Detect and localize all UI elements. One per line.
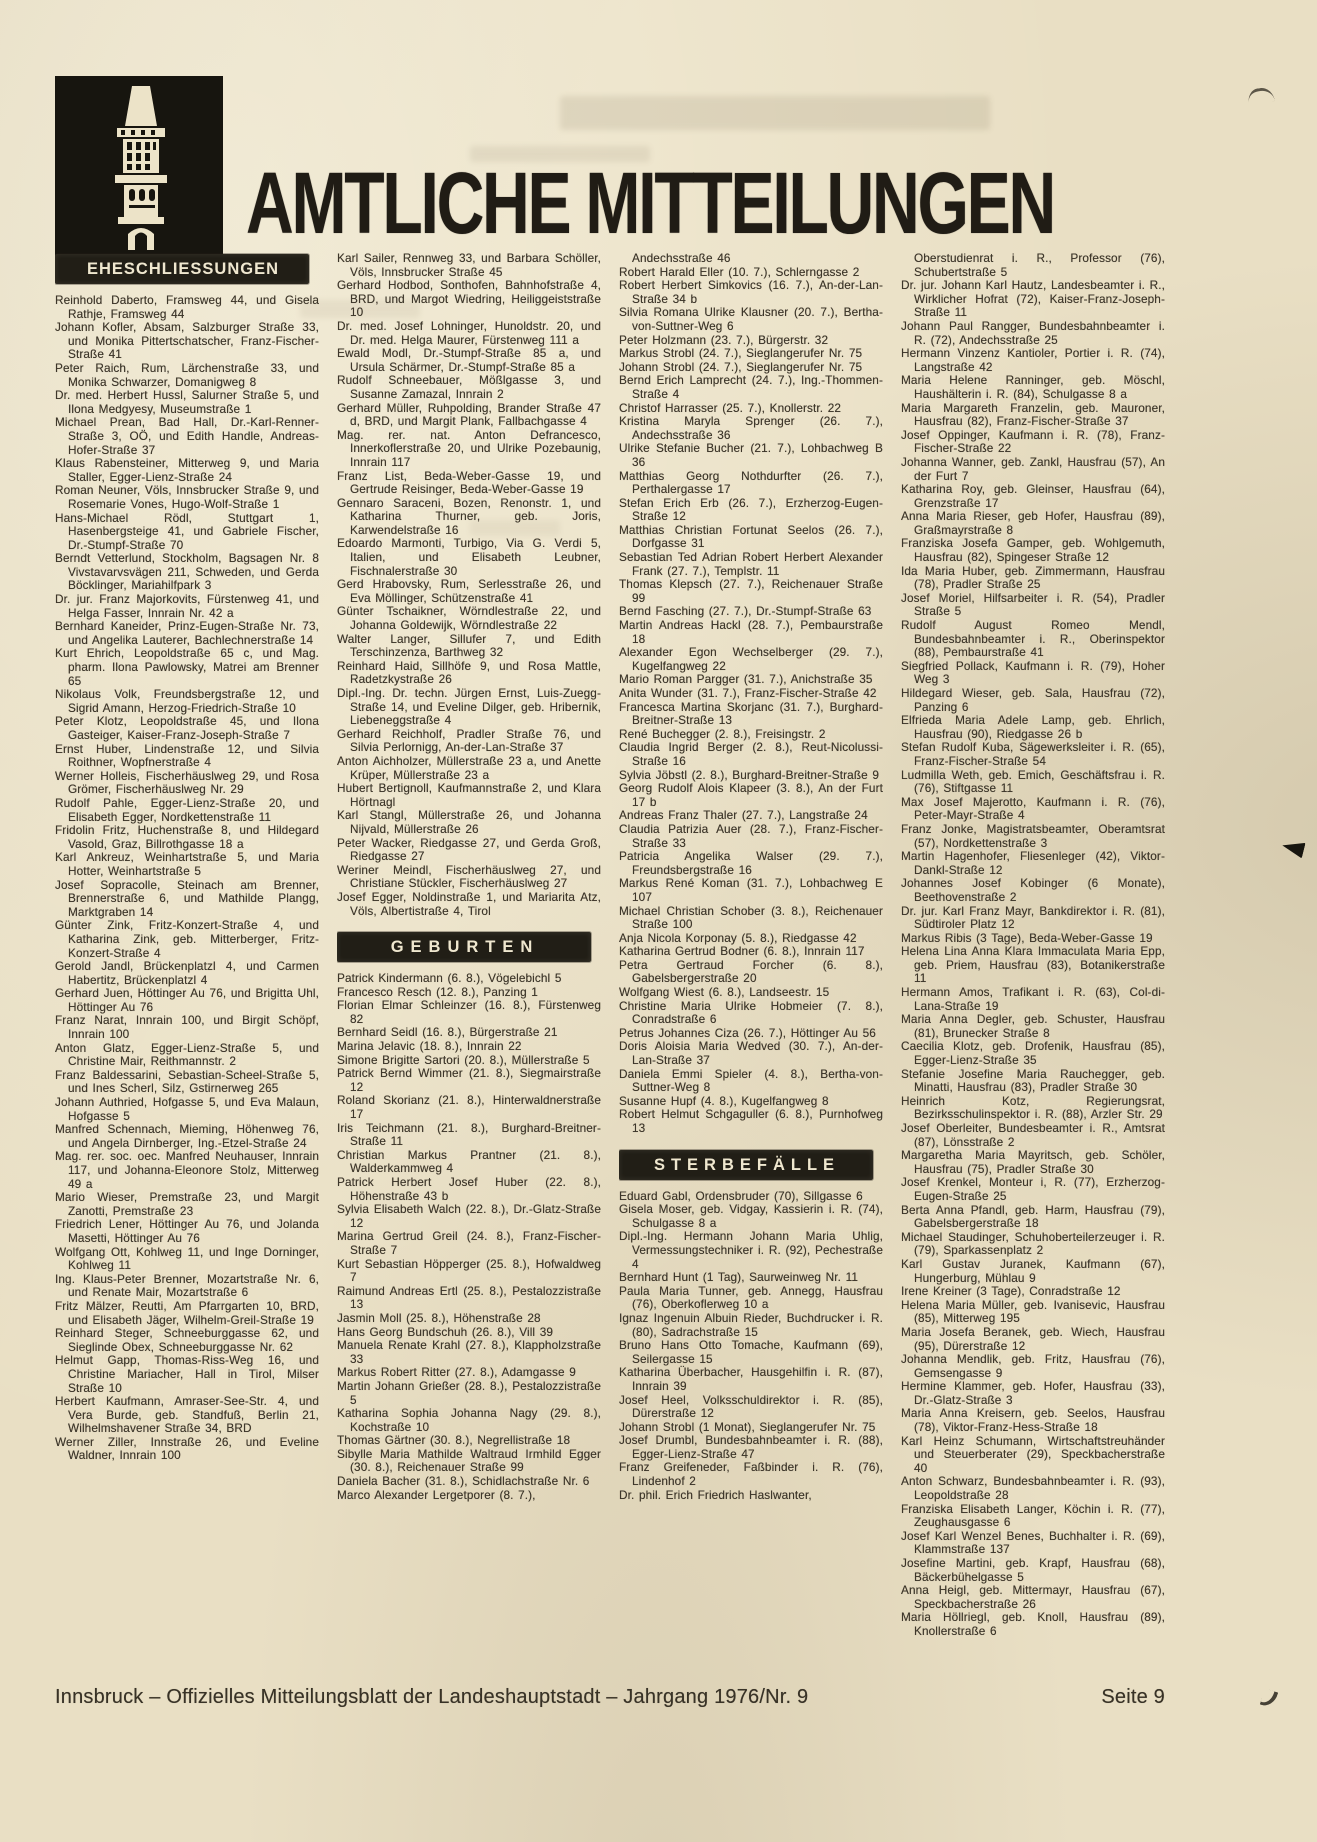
entry: Mag. rer. soc. oec. Manfred Neuhauser, Innrain 117, und Johanna-Eleonore Stolz, Mitterweg 49 a xyxy=(55,1149,319,1191)
entry: Günter Tschaikner, Wörndlestraße 22, und Johanna Goldewijk, Wörndlestraße 22 xyxy=(337,604,601,633)
entry: Roman Neuner, Völs, Innsbrucker Straße 9, und Rosemarie Vones, Hugo-Wolf-Straße 1 xyxy=(55,483,319,511)
entry: Maria Höllriegl, geb. Knoll, Hausfrau (89), Knollerstraße 6 xyxy=(901,1610,1165,1638)
entry: Josef Moriel, Hilfsarbeiter i. R. (54), Pradler Straße 5 xyxy=(901,590,1165,619)
entry: Franz Greifeneder, Faßbinder i. R. (76), Lindenhof 2 xyxy=(619,1460,883,1489)
entry: Matthias Christian Fortunat Seelos (26. 7.), Dorfgasse 31 xyxy=(619,522,883,551)
entry: Ernst Huber, Lindenstraße 12, und Silvia Roithner, Wopfnerstraße 4 xyxy=(55,741,319,770)
entry: Peter Klotz, Leopoldstraße 45, und Ilona Gasteiger, Kaiser-Franz-Joseph-Straße 7 xyxy=(55,714,319,742)
entry: Dr. med. Josef Lohninger, Hunoldstr. 20, und Dr. med. Helga Maurer, Fürstenweg 111 a xyxy=(337,318,601,347)
entry: Florian Elmar Schleinzer (16. 8.), Fürstenweg 82 xyxy=(337,998,601,1026)
scan-mark-bottom-right xyxy=(1260,1688,1279,1708)
entry: Anton Aichholzer, Müllerstraße 23 a, und Anette Krüper, Müllerstraße 23 a xyxy=(337,753,601,782)
entry: Patrick Bernd Wimmer (21. 8.), Siegmairstraße 12 xyxy=(337,1066,601,1094)
entry: Kurt Ehrich, Leopoldstraße 65 c, und Mag. pharm. Ilona Pawlowsky, Matrei am Brenner 65 xyxy=(55,646,319,688)
entry: Josef Oberleiter, Bundesbeamter i. R., Amtsrat (87), Lönsstraße 2 xyxy=(901,1121,1165,1149)
entry: Hans-Michael Rödl, Stuttgart 1, Hasenbergsteige 41, und Gabriele Fischer, Dr.-Stumpf-Straße 70 xyxy=(55,510,319,552)
entry: Margaretha Maria Mayritsch, geb. Schöler, Hausfrau (75), Pradler Straße 30 xyxy=(901,1148,1165,1176)
entry: Anita Wunder (31. 7.), Franz-Fischer-Straße 42 xyxy=(619,686,877,700)
entry: Francesca Martina Skorjanc (31. 7.), Burghard-Breitner-Straße 13 xyxy=(619,699,883,728)
entry: Andechsstraße 46 xyxy=(632,252,731,265)
entry: Matthias Georg Nothdurfter (26. 7.), Perthalergasse 17 xyxy=(619,468,883,497)
entry: Katharina Roy, geb. Gleinser, Hausfrau (64), Grenzstraße 17 xyxy=(901,482,1165,510)
entry: Elfrieda Maria Adele Lamp, geb. Ehrlich, Hausfrau (90), Riedgasse 26 b xyxy=(901,713,1165,741)
entry: Gisela Moser, geb. Vidgay, Kassierin i. R. (74), Schulgasse 8 a xyxy=(619,1202,883,1230)
entry: Franz List, Beda-Weber-Gasse 19, und Gertrude Reisinger, Beda-Weber-Gasse 19 xyxy=(337,468,601,497)
entry: Doris Aloisia Maria Wedved (30. 7.), An-der-Lan-Straße 37 xyxy=(619,1039,883,1068)
entry: Caecilia Klotz, geb. Drofenik, Hausfrau (85), Egger-Lienz-Straße 35 xyxy=(901,1039,1165,1068)
entry: Ignaz Ingenuin Albuin Rieder, Buchdrucker i. R. (80), Sadrachstraße 15 xyxy=(619,1310,883,1339)
entry: Wolfgang Ott, Kohlweg 11, und Inge Dorninger, Kohlweg 11 xyxy=(55,1244,319,1273)
entry: Josefine Martini, geb. Krapf, Hausfrau (68), Bäckerbühelgasse 5 xyxy=(901,1556,1165,1584)
entry: Martin Andreas Hackl (28. 7.), Pembaurstraße 18 xyxy=(619,618,883,646)
entry: Josef Heel, Volksschuldirektor i. R. (85), Dürerstraße 12 xyxy=(619,1392,883,1421)
column-3 xyxy=(619,252,883,1690)
entry: Gerhard Juen, Höttinger Au 76, und Brigitta Uhl, Höttinger Au 76 xyxy=(55,986,319,1014)
entry: Christian Markus Prantner (21. 8.), Walderkammweg 4 xyxy=(337,1147,601,1176)
scan-mark-top-right xyxy=(1247,86,1275,104)
entry: Stefan Rudolf Kuba, Sägewerksleiter i. R. (65), Franz-Fischer-Straße 54 xyxy=(901,740,1165,768)
entry: Dr. med. Herbert Hussl, Salurner Straße 5, und Ilona Medgyesy, Museumstraße 1 xyxy=(55,388,319,416)
entry: Dipl.-Ing. Hermann Johann Maria Uhlig, Vermessungstechniker i. R. (92), Pechestraße 4 xyxy=(619,1229,883,1271)
entry: Robert Harald Eller (10. 7.), Schlerngasse 2 xyxy=(619,264,860,279)
section-heading-label: EHESCHLIESSUNGEN xyxy=(86,260,280,278)
entry: Marina Jelavic (18. 8.), Innrain 22 xyxy=(337,1039,522,1054)
entry: Hermann Amos, Trafikant i. R. (63), Col-di-Lana-Straße 19 xyxy=(901,985,1165,1013)
entry: Heinrich Kotz, Regierungsrat, Bezirksschulinspektor i. R. (88), Arzler Str. 29 xyxy=(901,1093,1165,1122)
entry: Karl Ankreuz, Weinhartstraße 5, und Maria Hotter, Weinhartstraße 5 xyxy=(55,850,319,878)
entry: Martin Hagenhofer, Fliesenleger (42), Viktor-Dankl-Straße 12 xyxy=(901,849,1165,877)
entry: Johanna Mendlik, geb. Fritz, Hausfrau (76), Gemsengasse 9 xyxy=(901,1352,1165,1380)
entry: Helmut Gapp, Thomas-Riss-Weg 16, und Christine Mariacher, Hall in Tirol, Milser Straße 10 xyxy=(55,1353,319,1395)
entry: Josef Egger, Noldinstraße 1, und Mariarita Atz, Völs, Albertistraße 4, Tirol xyxy=(337,889,601,918)
entry: Michael Prean, Bad Hall, Dr.-Karl-Renner-Straße 3, OÖ, und Edith Handle, Andreas-Hofer-Straße 37 xyxy=(55,415,319,457)
entry: Wolfgang Wiest (6. 8.), Landseestr. 15 xyxy=(619,985,830,1000)
entry: Petra Gertraud Forcher (6. 8.), Gabelsbergerstraße 20 xyxy=(619,957,883,986)
section-heading-sterbef-lle xyxy=(619,1150,873,1180)
entry: Francesco Resch (12. 8.), Panzing 1 xyxy=(337,984,538,999)
entry: Thomas Gärtner (30. 8.), Negrellistraße 18 xyxy=(337,1433,571,1448)
column-1 xyxy=(55,252,319,1690)
section-heading-geburten xyxy=(337,932,591,962)
entry: Michael Christian Schober (3. 8.), Reichenauer Straße 100 xyxy=(619,903,883,932)
entry: Johann Strobl (1 Monat), Sieglangerufer Nr. 75 xyxy=(619,1419,876,1434)
column-2 xyxy=(337,252,601,1690)
entry: Dr. phil. Erich Friedrich Haslwanter, xyxy=(619,1487,812,1502)
section-heading-eheschliessungen xyxy=(55,254,309,284)
entry: Werner Holleis, Fischerhäuslweg 29, und Rosa Grömer, Fischerhäuslweg Nr. 29 xyxy=(55,768,319,797)
entry: Bernhard Seidl (16. 8.), Bürgerstraße 21 xyxy=(337,1025,558,1040)
entry: Marina Gertrud Greil (24. 8.), Franz-Fischer-Straße 7 xyxy=(337,1229,601,1257)
entry: Ulrike Stefanie Bucher (21. 7.), Lohbachweg B 36 xyxy=(619,441,883,469)
entry: Rudolf Schneebauer, Mößlgasse 3, und Susanne Zamazal, Innrain 2 xyxy=(337,373,601,401)
entry: Robert Herbert Simkovics (16. 7.), An-der-Lan-Straße 34 b xyxy=(619,278,883,306)
entry: Josef Oppinger, Kaufmann i. R. (78), Franz-Fischer-Straße 22 xyxy=(901,427,1165,456)
entry: Markus Robert Ritter (27. 8.), Adamgasse 9 xyxy=(337,1365,576,1380)
entry: René Buchegger (2. 8.), Freisingstr. 2 xyxy=(619,726,826,741)
entry: Josef Karl Wenzel Benes, Buchhalter i. R. (69), Klammstraße 137 xyxy=(901,1528,1165,1557)
entry: Eduard Gabl, Ordensbruder (70), Sillgasse 6 xyxy=(619,1188,863,1203)
entry: Kristina Maryla Sprenger (26. 7.), Andechsstraße 36 xyxy=(619,414,883,442)
entry: Rudolf August Romeo Mendl, Bundesbahnbeamter i. R., Oberinspektor (88), Pembaurstraße 41 xyxy=(901,618,1165,660)
entry: Werner Ziller, Innstraße 26, und Eveline Waldner, Innrain 100 xyxy=(55,1434,319,1463)
entry: Franz Jonke, Magistratsbeamter, Oberamtsrat (57), Nordkettenstraße 3 xyxy=(901,821,1165,850)
entry: Markus Ribis (3 Tage), Beda-Weber-Gasse 19 xyxy=(901,930,1153,945)
entry: Franziska Elisabeth Langer, Köchin i. R. (77), Zeughausgasse 6 xyxy=(901,1501,1165,1530)
entry: Mario Wieser, Premstraße 23, und Margit Zanotti, Premstraße 23 xyxy=(55,1190,319,1218)
entry: Josef Drumbl, Bundesbahnbeamter i. R. (88), Egger-Lienz-Straße 47 xyxy=(619,1433,883,1461)
entry: Herbert Kaufmann, Amraser-See-Str. 4, und Vera Burde, geb. Standfuß, Berlin 21, Wilhelmshavener Straße 34, BRD xyxy=(55,1394,319,1436)
entry: Susanne Hupf (4. 8.), Kugelfangweg 8 xyxy=(619,1093,829,1108)
entry: Peter Wacker, Riedgasse 27, und Gerda Groß, Riedgasse 27 xyxy=(337,835,601,864)
entry: Karl Gustav Juranek, Kaufmann (67), Hungerburg, Mühlau 9 xyxy=(901,1256,1165,1285)
entry: Kurt Sebastian Höpperger (25. 8.), Hofwaldweg 7 xyxy=(337,1256,601,1285)
entry: Stefan Erich Erb (26. 7.), Erzherzog-Eugen-Straße 12 xyxy=(619,495,883,524)
entry: Claudia Patrizia Auer (28. 7.), Franz-Fischer-Straße 33 xyxy=(619,821,883,850)
entry: Patricia Angelika Walser (29. 7.), Freundsbergstraße 16 xyxy=(619,849,883,877)
entry: Dr. jur. Karl Franz Mayr, Bankdirektor i. R. (81), Südtiroler Platz 12 xyxy=(901,903,1165,932)
entry: Fritz Mälzer, Reutti, Am Pfarrgarten 10, BRD, und Elisabeth Jäger, Wilhelm-Greil-Straße 19 xyxy=(55,1298,319,1327)
entry: Sebastian Ted Adrian Robert Herbert Alexander Frank (27. 7.), Templstr. 11 xyxy=(619,550,883,578)
entry: Mag. rer. nat. Anton Defrancesco, Innerkoflerstraße 20, und Ulrike Pozebaunig, Innrain 117 xyxy=(337,427,601,469)
entry: Robert Helmut Schgaguller (6. 8.), Purnhofweg 13 xyxy=(619,1107,883,1135)
entry: Silvia Romana Ulrike Klausner (20. 7.), Bertha-von-Suttner-Weg 6 xyxy=(619,305,883,333)
entry: Irene Kreiner (3 Tage), Conradstraße 12 xyxy=(901,1284,1121,1299)
entry: Max Josef Majerotto, Kaufmann i. R. (76), Peter-Mayr-Straße 4 xyxy=(901,794,1165,823)
footer-page-number: Seite 9 xyxy=(1101,1686,1165,1708)
entry: Maria Anna Degler, geb. Schuster, Hausfrau (81), Brunecker Straße 8 xyxy=(901,1012,1165,1040)
entry: Raimund Andreas Ertl (25. 8.), Pestalozzistraße 13 xyxy=(337,1283,601,1312)
entry: Dr. jur. Franz Majorkovits, Fürstenweg 41, und Helga Fasser, Innrain Nr. 42 a xyxy=(55,592,319,620)
entry: Nikolaus Volk, Freundsbergstraße 12, und Sigrid Amann, Herzog-Friedrich-Straße 10 xyxy=(55,687,319,715)
entry: Siegfried Pollack, Kaufmann i. R. (79), Hoher Weg 3 xyxy=(901,658,1165,687)
entry: Hubert Bertignoll, Kaufmannstraße 2, und Klara Hörtnagl xyxy=(337,781,601,809)
entry: Manuela Renate Krahl (27. 8.), Klappholzstraße 33 xyxy=(337,1338,601,1366)
entry: Iris Teichmann (21. 8.), Burghard-Breitner-Straße 11 xyxy=(337,1120,601,1149)
entry: Katharina Sophia Johanna Nagy (29. 8.), Kochstraße 10 xyxy=(337,1406,601,1434)
entry: Günter Zink, Fritz-Konzert-Straße 4, und Katharina Zink, geb. Mitterberger, Fritz-Konzert-Straße 4 xyxy=(55,918,319,960)
entry: Anna Heigl, geb. Mittermayr, Hausfrau (67), Speckbacherstraße 26 xyxy=(901,1583,1165,1611)
entry: Hans Georg Bundschuh (26. 8.), Vill 39 xyxy=(337,1324,554,1339)
entry: Alexander Egon Wechselberger (29. 7.), Kugelfangweg 22 xyxy=(619,645,883,673)
entry: Daniela Bacher (31. 8.), Schidlachstraße Nr. 6 xyxy=(337,1474,590,1489)
entry: Fridolin Fritz, Huchenstraße 8, und Hildegard Vasold, Graz, Billrothgasse 18 a xyxy=(55,823,319,851)
entry: Stefanie Josefine Maria Rauchegger, geb. Minatti, Hausfrau (83), Pradler Straße 30 xyxy=(901,1066,1165,1095)
entry: Daniela Emmi Spieler (4. 8.), Bertha-von-Suttner-Weg 8 xyxy=(619,1066,883,1095)
entry: Martin Johann Grießer (28. 8.), Pestalozzistraße 5 xyxy=(337,1378,601,1407)
entry: Thomas Klepsch (27. 7.), Reichenauer Straße 99 xyxy=(619,577,883,605)
innsbruck-city-tower-logo xyxy=(55,76,223,256)
page-title: AMTLICHE MITTEILUNGEN xyxy=(246,155,1054,253)
entry: Bernhard Hunt (1 Tag), Saurweinweg Nr. 11 xyxy=(619,1270,859,1285)
entry: Ing. Klaus-Peter Brenner, Mozartstraße Nr. 6, und Renate Mair, Mozartstraße 6 xyxy=(55,1271,319,1300)
entry: Anna Maria Rieser, geb Hofer, Hausfrau (89), Graßmayrstraße 8 xyxy=(901,509,1165,537)
entry: Claudia Ingrid Berger (2. 8.), Reut-Nicolussi-Straße 16 xyxy=(619,740,883,768)
entry: Andreas Franz Thaler (27. 7.), Langstraße 24 xyxy=(619,808,868,823)
entry: Ewald Modl, Dr.-Stumpf-Straße 85 a, und Ursula Schärmer, Dr.-Stumpf-Straße 85 a xyxy=(337,346,601,374)
entry: Anton Schwarz, Bundesbahnbeamter i. R. (93), Leopoldstraße 28 xyxy=(901,1474,1165,1503)
entry: Hermann Vinzenz Kantioler, Portier i. R. (74), Langstraße 42 xyxy=(901,346,1165,374)
entry: Weriner Meindl, Fischerhäuslweg 27, und Christiane Stückler, Fischerhäuslweg 27 xyxy=(337,862,601,891)
entry: Mario Roman Pargger (31. 7.), Anichstraße 35 xyxy=(619,672,873,687)
entry: Johanna Wanner, geb. Zankl, Hausfrau (57), An der Furt 7 xyxy=(901,454,1165,483)
entry: Patrick Herbert Josef Huber (22. 8.), Höhenstraße 43 b xyxy=(337,1175,601,1203)
entry: Patrick Kindermann (6. 8.), Vögelebichl 5 xyxy=(337,971,562,986)
entry: Oberstudienrat i. R., Professor (76), Schubertstraße 5 xyxy=(914,252,1165,279)
entry: Christine Maria Ulrike Hobmeier (7. 8.), Conradstraße 6 xyxy=(619,998,883,1027)
entry: Paula Maria Tunner, geb. Annegg, Hausfrau (76), Oberkoflerweg 10 a xyxy=(619,1283,883,1312)
columns xyxy=(55,252,1165,1690)
entry: Gennaro Saraceni, Bozen, Renonstr. 1, und Katharina Thurner, geb. Joris, Karwendelstraße 16 xyxy=(337,495,601,537)
entry: Georg Rudolf Alois Klapeer (3. 8.), An der Furt 17 b xyxy=(619,781,883,809)
print-showthrough xyxy=(560,96,990,130)
entry: Rudolf Pahle, Egger-Lienz-Straße 20, und Elisabeth Egger, Nordkettenstraße 11 xyxy=(55,795,319,824)
entry: Bernhard Kaneider, Prinz-Eugen-Straße Nr. 73, und Angelika Lauterer, Bachlechnerstraße 14 xyxy=(55,619,319,647)
entry: Dipl.-Ing. Dr. techn. Jürgen Ernst, Luis-Zuegg-Straße 14, und Eveline Dilger, geb. Hribernik, Liebeneggstraße 4 xyxy=(337,686,601,728)
entry: Karl Sailer, Rennweg 33, und Barbara Schöller, Völs, Innsbrucker Straße 45 xyxy=(337,252,601,279)
entry: Anton Glatz, Egger-Lienz-Straße 5, und Christine Mair, Reithmannstr. 2 xyxy=(55,1040,319,1069)
entry: Anja Nicola Korponay (5. 8.), Riedgasse 42 xyxy=(619,930,857,945)
entry: Reinhard Steger, Schneeburggasse 62, und Sieglinde Obex, Schneeburggasse Nr. 62 xyxy=(55,1326,319,1354)
entry: Hermine Klammer, geb. Hofer, Hausfrau (33), Dr.-Glatz-Straße 3 xyxy=(901,1379,1165,1407)
entry: Roland Skorianz (21. 8.), Hinterwaldnerstraße 17 xyxy=(337,1093,601,1122)
section-heading-label: STERBEFÄLLE xyxy=(653,1155,841,1174)
footer-imprint: Innsbruck – Offizielles Mitteilungsblatt der Landeshauptstadt – Jahrgang 1976/Nr. 9 xyxy=(55,1686,809,1708)
entry: Edoardo Marmonti, Turbigo, Via G. Verdi 5, Italien, und Elisabeth Leubner, Fischnalerstraße 30 xyxy=(337,536,601,578)
entry: Sylvia Elisabeth Walch (22. 8.), Dr.-Glatz-Straße 12 xyxy=(337,1202,601,1230)
entry: Johann Strobl (24. 7.), Sieglangerufer Nr. 75 xyxy=(619,359,863,374)
entry: Markus Strobl (24. 7.), Sieglangerufer Nr. 75 xyxy=(619,346,863,361)
column-4 xyxy=(901,252,1165,1690)
entry: Marco Alexander Lergetporer (8. 7.), xyxy=(337,1487,536,1502)
entry: Christof Harrasser (25. 7.), Knollerstr. 22 xyxy=(619,400,842,415)
entry: Josef Sopracolle, Steinach am Brenner, Brennerstraße 6, und Mathilde Plangg, Marktgraben 14 xyxy=(55,877,319,919)
entry: Simone Brigitte Sartori (20. 8.), Müllerstraße 5 xyxy=(337,1052,590,1067)
entry: Maria Margareth Franzelin, geb. Mauroner, Hausfrau (82), Franz-Fischer-Straße 37 xyxy=(901,400,1165,429)
entry: Friedrich Lener, Höttinger Au 76, und Jolanda Masetti, Höttinger Au 76 xyxy=(55,1217,319,1245)
entry: Johann Paul Rangger, Bundesbahnbeamter i. R. (72), Andechsstraße 25 xyxy=(901,318,1165,347)
section-heading-label: GEBURTEN xyxy=(390,938,540,957)
entry: Karl Heinz Schumann, Wirtschaftstreuhänder und Steuerberater (29), Speckbacherstraße 40 xyxy=(901,1433,1165,1475)
entry: Ludmilla Weth, geb. Emich, Geschäftsfrau i. R. (76), Stiftgasse 11 xyxy=(901,767,1165,796)
entry: Gerd Hrabovsky, Rum, Serlesstraße 26, und Eva Möllinger, Schützenstraße 41 xyxy=(337,577,601,605)
entry: Sylvia Jöbstl (2. 8.), Burghard-Breitner-Straße 9 xyxy=(619,767,880,782)
entry: Reinhold Daberto, Framsweg 44, und Gisela Rathje, Framsweg 44 xyxy=(55,293,319,321)
entry: Bernd Fasching (27. 7.), Dr.-Stumpf-Straße 63 xyxy=(619,604,872,619)
entry: Maria Josefa Beranek, geb. Wiech, Hausfrau (95), Dürerstraße 12 xyxy=(901,1324,1165,1353)
entry: Ida Maria Huber, geb. Zimmermann, Hausfrau (78), Pradler Straße 25 xyxy=(901,563,1165,592)
entry: Walter Langer, Sillufer 7, und Edith Terschinzenza, Barthweg 32 xyxy=(337,631,601,660)
entry: Katharina Gertrud Bodner (6. 8.), Innrain 117 xyxy=(619,944,865,959)
entry: Petrus Johannes Ciza (26. 7.), Höttinger Au 56 xyxy=(619,1025,876,1040)
entry: Hildegard Wieser, geb. Sala, Hausfrau (72), Panzing 6 xyxy=(901,686,1165,714)
entry: Markus René Koman (31. 7.), Lohbachweg E 107 xyxy=(619,876,883,904)
entry: Dr. jur. Johann Karl Hautz, Landesbeamter i. R., Wirklicher Hofrat (72), Kaiser-Franz-Joseph-Straße 11 xyxy=(901,278,1165,320)
entry: Manfred Schennach, Mieming, Höhenweg 76, und Angela Dirnberger, Ing.-Etzel-Straße 24 xyxy=(55,1122,319,1150)
entry: Franz Baldessarini, Sebastian-Scheel-Straße 5, und Ines Scherl, Silz, Gstirnerweg 265 xyxy=(55,1067,319,1096)
entry: Josef Krenkel, Monteur i, R. (77), Erzherzog-Eugen-Straße 25 xyxy=(901,1175,1165,1203)
entry: Johannes Josef Kobinger (6 Monate), Beethovenstraße 2 xyxy=(901,876,1165,904)
entry: Gerold Jandl, Brückenplatzl 4, und Carmen Habertitz, Brückenplatzl 4 xyxy=(55,959,319,987)
entry: Michael Staudinger, Schuhoberteilerzeuger i. R. (79), Sparkassenplatz 2 xyxy=(901,1229,1165,1258)
entry: Johann Kofler, Absam, Salzburger Straße 33, und Monika Pittertschatscher, Franz-Fischer-Straße 41 xyxy=(55,320,319,362)
entry: Franz Narat, Innrain 100, und Birgit Schöpf, Innrain 100 xyxy=(55,1013,319,1042)
entry: Gerhard Reichholf, Pradler Straße 76, und Silvia Perlornigg, An-der-Lan-Straße 37 xyxy=(337,726,601,755)
entry: Bruno Hans Otto Tomache, Kaufmann (69), Seilergasse 15 xyxy=(619,1338,883,1366)
entry: Berndt Vetterlund, Stockholm, Bagsagen Nr. 8 Vivstavarvsvägen 211, Schweden, und Gerda Böcklinger, Mariahilfpark 3 xyxy=(55,551,319,593)
entry: Karl Stangl, Müllerstraße 26, und Johanna Nijvald, Müllerstraße 26 xyxy=(337,808,601,836)
entry: Franziska Josefa Gamper, geb. Wohlgemuth, Hausfrau (82), Spingeser Straße 12 xyxy=(901,536,1165,565)
entry: Maria Helene Ranninger, geb. Möschl, Haushälterin i. R. (84), Schulgasse 8 a xyxy=(901,373,1165,401)
entry: Bernd Erich Lamprecht (24. 7.), Ing.-Thommen-Straße 4 xyxy=(619,373,883,401)
entry: Peter Raich, Rum, Lärchenstraße 33, und Monika Schwarzer, Domanigweg 8 xyxy=(55,360,319,389)
entry: Gerhard Müller, Ruhpolding, Brander Straße 47 d, BRD, und Margit Plank, Fallbachgasse 4 xyxy=(337,400,601,429)
scan-mark-mid-right xyxy=(1280,838,1305,859)
entry: Katharina Überbacher, Hausgehilfin i. R. (87), Innrain 39 xyxy=(619,1365,883,1393)
entry: Klaus Rabensteiner, Mitterweg 9, und Maria Staller, Egger-Lienz-Straße 24 xyxy=(55,456,319,484)
entry: Helena Lina Anna Klara Immaculata Maria Epp, geb. Priem, Hausfrau (83), Botanikerstraße 11 xyxy=(901,944,1165,986)
entry: Jasmin Moll (25. 8.), Höhenstraße 28 xyxy=(337,1310,541,1325)
entry: Gerhard Hodbod, Sonthofen, Bahnhofstraße 4, BRD, und Margot Wiedring, Heiliggeiststraße 10 xyxy=(337,278,601,320)
footer xyxy=(55,1686,1165,1709)
entry: Berta Anna Pfandl, geb. Harm, Hausfrau (79), Gabelsbergerstraße 18 xyxy=(901,1202,1165,1231)
entry: Peter Holzmann (23. 7.), Bürgerstr. 32 xyxy=(619,332,829,347)
entry: Sibylle Maria Mathilde Waltraud Irmhild Egger (30. 8.), Reichenauer Straße 99 xyxy=(337,1446,601,1475)
entry: Helena Maria Müller, geb. Ivanisevic, Hausfrau (85), Mitterweg 195 xyxy=(901,1297,1165,1326)
entry: Reinhard Haid, Sillhöfe 9, und Rosa Mattle, Radetzkystraße 26 xyxy=(337,658,601,687)
entry: Maria Anna Kreisern, geb. Seelos, Hausfrau (78), Viktor-Franz-Hess-Straße 18 xyxy=(901,1406,1165,1435)
entry: Johann Authried, Hofgasse 5, und Eva Malaun, Hofgasse 5 xyxy=(55,1095,319,1123)
